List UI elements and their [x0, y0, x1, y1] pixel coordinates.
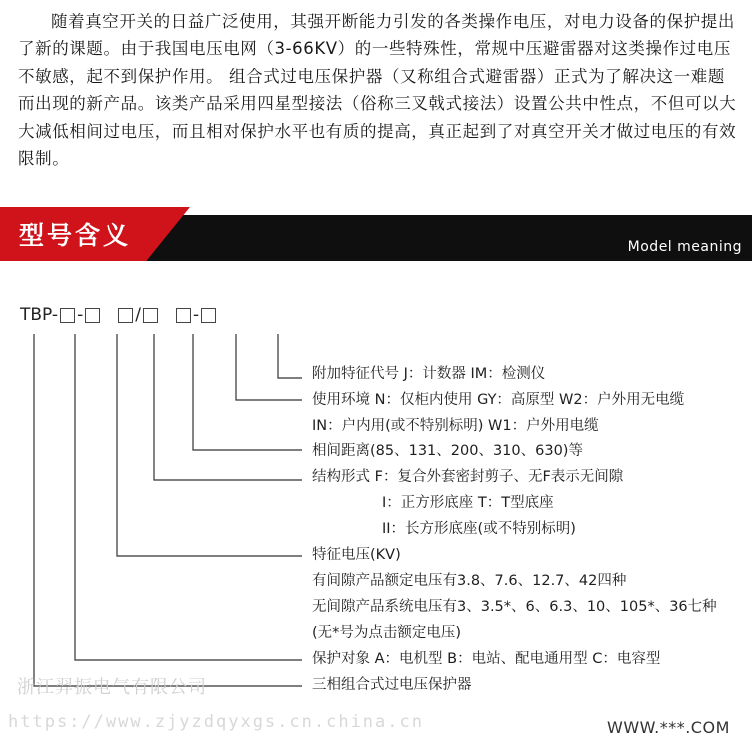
code-separator: - — [192, 305, 200, 325]
desc-line: 保护对象 A：电机型 B：电站、配电通用型 C：电容型 — [312, 651, 661, 667]
desc-line: IN：户内用(或不特别标明) W1：户外用电缆 — [312, 418, 599, 434]
section-subtitle: Model meaning — [627, 239, 742, 255]
desc-line: (无*号为点击额定电压) — [312, 625, 462, 641]
leader-line-1 — [75, 334, 302, 660]
code-separator: - — [77, 305, 84, 325]
leader-line-3 — [154, 334, 302, 480]
company-watermark: 浙江羿振电气有限公司 — [17, 677, 207, 698]
leader-line-0 — [34, 334, 302, 686]
desc-line: 三相组合式过电压保护器 — [312, 677, 472, 693]
desc-line: II：长方形底座(或不特别标明) — [382, 521, 576, 537]
leader-line-2 — [117, 334, 302, 556]
desc-line: 有间隙产品额定电压有3.8、7.6、12.7、42四种 — [312, 573, 627, 589]
desc-line: I：正方形底座 T：T型底座 — [382, 495, 554, 511]
desc-line: 相间距离(85、131、200、310、630)等 — [312, 443, 583, 459]
desc-line: 无间隙产品系统电压有3、3.5*、6、6.3、10、105*、36七种 — [312, 599, 717, 615]
desc-line: 特征电压(KV) — [312, 547, 401, 563]
site-watermark: WWW.***.COM — [607, 718, 730, 737]
leader-line-4 — [193, 334, 302, 450]
desc-line: 结构形式 F：复合外套密封剪子、无F表示无间隙 — [312, 469, 624, 485]
leader-line-5 — [236, 334, 302, 400]
url-watermark: https://www.zjyzdqyxgs.cn.china.cn — [8, 712, 424, 732]
intro-paragraph: 随着真空开关的日益广泛使用，其强开断能力引发的各类操作电压，对电力设备的保护提出了新的课题。由于我国电压电网（3-66KV）的一些特殊性，常规中压避雷器对这类操作过电压不敏感，起不到保护作用。 组合式过电压保护器（又称组合式避雷器）正式为了解决这一难题而出现的新产品。该类产品采用四星型接法（俗称三叉戟式接法）设置公共中性点，不但可以大大减低相间过电压，而且相对保护水平也有质的提高，真正起到了对真空开关才做过电压的有效限制。 — [18, 12, 737, 169]
desc-line: 附加特征代号 J：计数器 IM：检测仪 — [312, 366, 546, 382]
model-prefix: TBP- — [20, 305, 59, 325]
leader-line-6 — [278, 334, 302, 378]
desc-line: 使用环境 N：仅柜内使用 GY：高原型 W2：户外用无电缆 — [312, 392, 685, 408]
code-separator: / — [135, 305, 141, 325]
section-title: 型号含义 — [19, 221, 132, 250]
